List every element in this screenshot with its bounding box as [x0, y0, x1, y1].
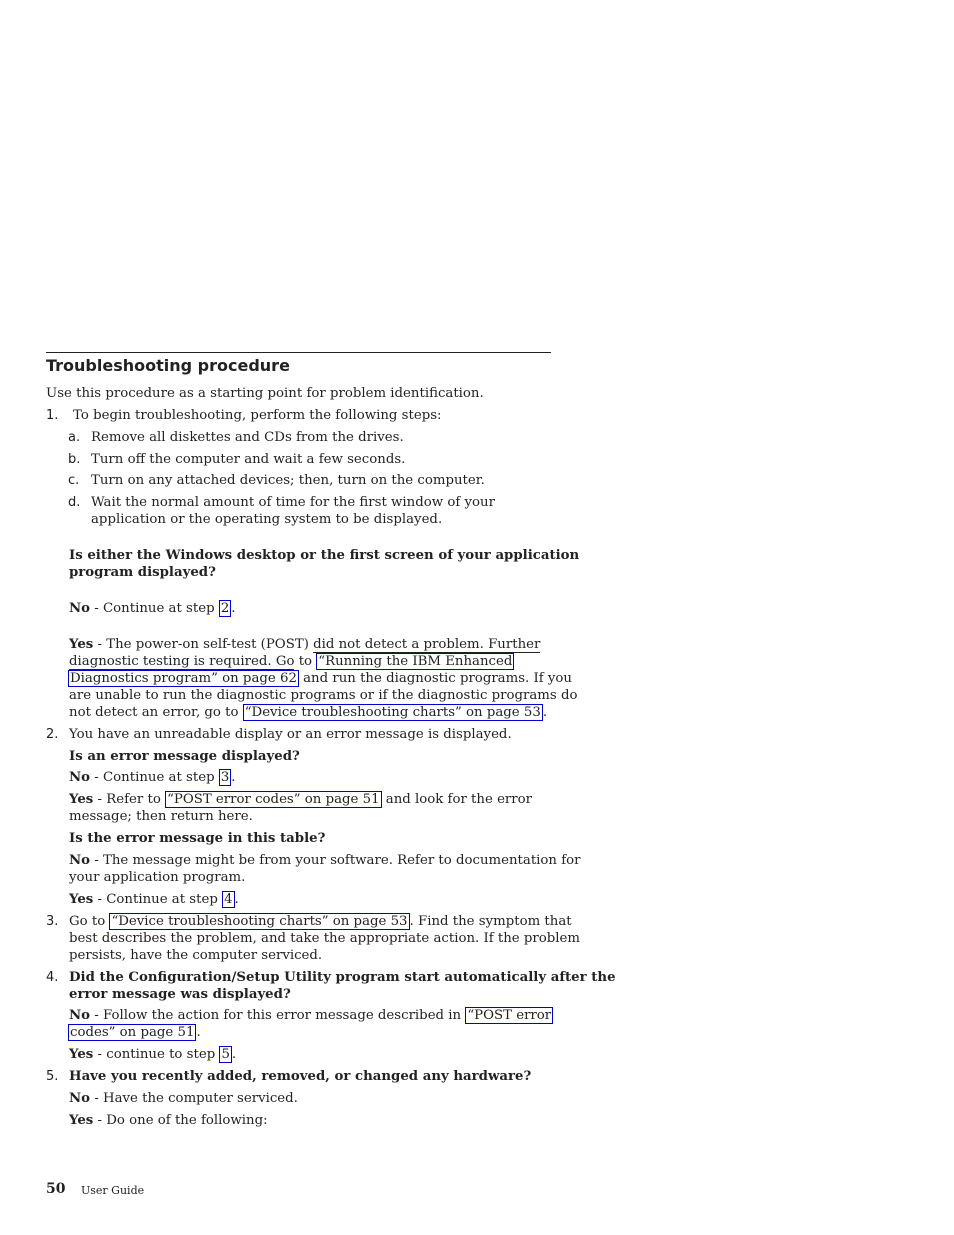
- step-3-number: 3.: [46, 914, 59, 929]
- step-1-no-answer: No - Continue at step 2 .: [69, 601, 236, 616]
- step-4-no: No - Follow the action for this error message described in “POST error: [69, 1008, 552, 1023]
- step-1c-text: Turn on any attached devices; then, turn on the computer.: [91, 473, 485, 488]
- step-2-link[interactable]: 2: [220, 601, 230, 616]
- yes-label: Yes: [69, 637, 94, 652]
- step-4-number: 4.: [46, 970, 59, 985]
- device-charts-link-2[interactable]: “Device troubleshooting charts” on page 53: [111, 914, 408, 929]
- step-1d-line1: Wait the normal amount of time for the first window of your: [91, 495, 495, 510]
- step-2-question-1: Is an error message displayed?: [69, 749, 300, 764]
- page-heading: Troubleshooting procedure: [46, 356, 290, 375]
- step-2-question-2: Is the error message in this table?: [69, 831, 326, 846]
- page-number: 50: [46, 1181, 66, 1197]
- step-2-yes-2: Yes - Continue at step 4 .: [69, 892, 239, 907]
- step-4-link[interactable]: 4: [224, 892, 233, 907]
- step-2-no-2: No - The message might be from your software. Refer to documentation for: [69, 853, 581, 868]
- step-2-text: You have an unreadable display or an error message is displayed.: [69, 727, 512, 742]
- step-1d-label: d.: [68, 495, 81, 510]
- device-charts-link[interactable]: “Device troubleshooting charts” on page 53: [244, 705, 541, 720]
- step-4-no-line2: codes” on page 51 .: [70, 1025, 201, 1040]
- step-1d-line2: application or the operating system to be displayed.: [91, 512, 443, 527]
- step-1-yes-line3: Diagnostics program” on page 62 and run the diagnostic programs. If you: [70, 671, 572, 686]
- step-3-link[interactable]: 3: [220, 770, 230, 785]
- step-1-yes-line5: not detect an error, go to “Device troubleshooting charts” on page 53 .: [69, 705, 548, 720]
- step-1a-text: Remove all diskettes and CDs from the drives.: [91, 430, 404, 445]
- step-1-yes-line1: Yes - The power-on self-test (POST) did not detect a problem. Further: [69, 637, 541, 652]
- step-2-yes-1-line2: message; then return here.: [69, 809, 253, 824]
- step-1b-text: Turn off the computer and wait a few seconds.: [91, 452, 406, 467]
- step-1-yes-line4: are unable to run the diagnostic programs or if the diagnostic programs do: [69, 688, 578, 703]
- step-1-yes-line2: diagnostic testing is required. Go to “Running the IBM Enhanced: [69, 654, 513, 669]
- step-3-line3: persists, have the computer serviced.: [69, 948, 323, 963]
- enhanced-diagnostics-link[interactable]: “Running the IBM Enhanced: [318, 654, 513, 669]
- step-2-number: 2.: [46, 727, 59, 742]
- step-5-link[interactable]: 5: [221, 1047, 230, 1062]
- step-1-number: 1.: [46, 408, 59, 423]
- step-5-number: 5.: [46, 1069, 59, 1084]
- step-1-question-line1: Is either the Windows desktop or the first screen of your application: [69, 548, 580, 563]
- step-1b-label: b.: [68, 452, 81, 467]
- step-1c-label: c.: [68, 473, 80, 488]
- post-error-codes-link-2-cont[interactable]: codes” on page 51: [70, 1025, 195, 1040]
- no-label: No: [69, 601, 91, 616]
- step-2-no-1: No - Continue at step 3 .: [69, 770, 236, 785]
- step-5-yes: Yes - Do one of the following:: [69, 1113, 268, 1128]
- step-5-question: Have you recently added, removed, or changed any hardware?: [69, 1069, 532, 1084]
- step-2-yes-1: Yes - Refer to “POST error codes” on page 51 and look for the error: [69, 792, 533, 807]
- step-3-line1: Go to “Device troubleshooting charts” on page 53 . Find the symptom that: [69, 914, 572, 929]
- step-4-question-line2: error message was displayed?: [69, 987, 291, 1002]
- footer-title: User Guide: [81, 1184, 145, 1197]
- step-2-no-2-line2: your application program.: [69, 870, 246, 885]
- step-5-no: No - Have the computer serviced.: [69, 1091, 298, 1106]
- post-error-codes-link-2[interactable]: “POST error: [467, 1008, 552, 1023]
- post-error-codes-link[interactable]: “POST error codes” on page 51: [167, 792, 380, 807]
- step-1a-label: a.: [68, 430, 81, 445]
- step-1-text: To begin troubleshooting, perform the following steps:: [73, 408, 442, 423]
- enhanced-diagnostics-link-cont[interactable]: Diagnostics program” on page 62: [70, 671, 297, 686]
- step-1-question-line2: program displayed?: [69, 565, 216, 580]
- step-4-yes: Yes - continue to step 5 .: [69, 1047, 237, 1062]
- step-3-line2: best describes the problem, and take the appropriate action. If the problem: [69, 931, 581, 946]
- intro-text: Use this procedure as a starting point for problem identification.: [46, 386, 484, 401]
- heading-rule: [46, 352, 551, 353]
- step-4-question-line1: Did the Configuration/Setup Utility program start automatically after the: [69, 970, 616, 985]
